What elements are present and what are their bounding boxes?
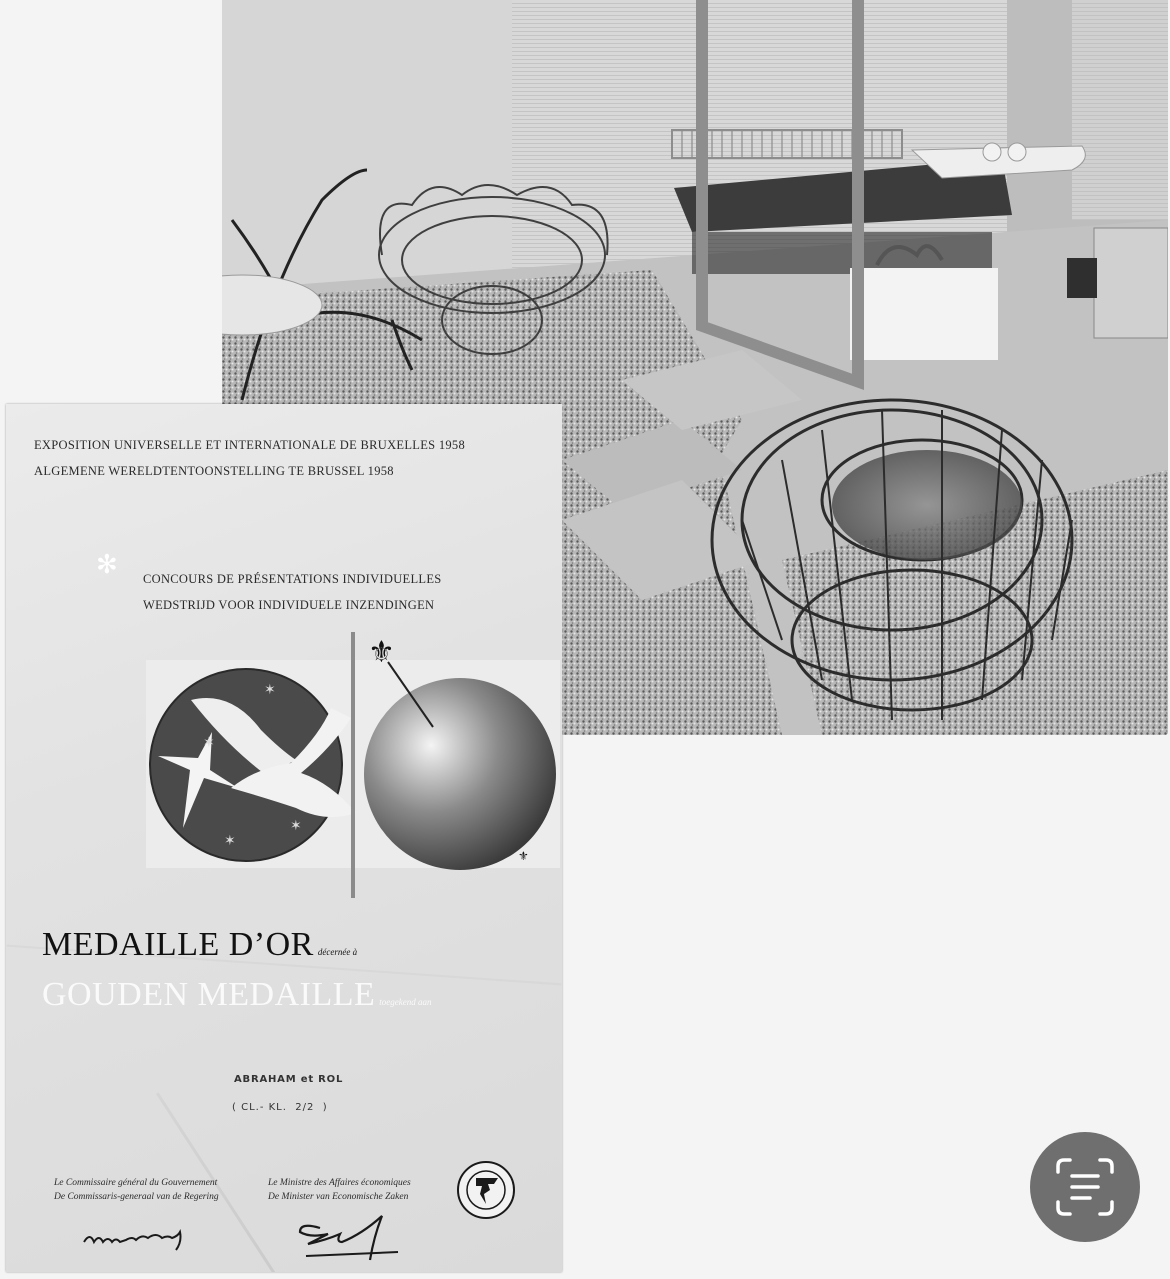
medal-title-dutch bbox=[42, 976, 432, 1014]
signatory-left-french: Le Commissaire général du Gouvernement bbox=[54, 1178, 218, 1188]
signatory-right-dutch: De Minister van Economische Zaken bbox=[268, 1192, 409, 1202]
class-number: ( CL.- KL. 2/2 ) bbox=[232, 1102, 328, 1113]
svg-text:⚜: ⚜ bbox=[518, 849, 529, 863]
live-text-icon bbox=[1054, 1156, 1116, 1218]
bie-seal-icon bbox=[456, 1160, 516, 1220]
medal-title-french-suffix: décernée à bbox=[317, 947, 358, 957]
signatory-left-dutch: De Commissaris-generaal van de Regering bbox=[54, 1192, 219, 1202]
subtitle-french: CONCOURS DE PRÉSENTATIONS INDIVIDUELLES bbox=[143, 572, 442, 586]
svg-text:✶: ✶ bbox=[224, 833, 236, 849]
medal-title-dutch-text: GOUDEN MEDAILLE bbox=[42, 976, 376, 1013]
signature-right-icon bbox=[290, 1212, 420, 1262]
asterisk-ornament-icon: ✻ bbox=[96, 550, 118, 580]
signatory-right bbox=[268, 1176, 411, 1204]
svg-text:✶: ✶ bbox=[264, 682, 276, 698]
signature-left-icon bbox=[82, 1222, 202, 1252]
divider-rod bbox=[351, 632, 355, 898]
medal-title-dutch-suffix: toegekend aan bbox=[379, 997, 432, 1007]
recipient-name: ABRAHAM et ROL bbox=[234, 1074, 344, 1085]
svg-text:⚜: ⚜ bbox=[368, 635, 395, 670]
medal-title-french bbox=[42, 926, 357, 964]
signatory-left bbox=[54, 1176, 219, 1204]
subtitle-dutch: WEDSTRIJD VOOR INDIVIDUELE INZENDINGEN bbox=[143, 598, 435, 612]
header-line-french: EXPOSITION UNIVERSELLE ET INTERNATIONALE DE BRUXELLES 1958 bbox=[34, 438, 466, 452]
globe-fleur-de-lis-icon bbox=[358, 632, 562, 872]
svg-text:✶: ✶ bbox=[290, 818, 302, 834]
svg-text:✶: ✶ bbox=[203, 735, 215, 751]
header-line-dutch: ALGEMENE WERELDTENTOONSTELLING TE BRUSSEL 1958 bbox=[34, 464, 394, 478]
medal-certificate bbox=[6, 404, 562, 1272]
signatory-right-french: Le Ministre des Affaires économiques bbox=[268, 1178, 411, 1188]
live-text-button[interactable] bbox=[1030, 1132, 1140, 1242]
medal-title-french-text: MEDAILLE D’OR bbox=[42, 926, 314, 963]
